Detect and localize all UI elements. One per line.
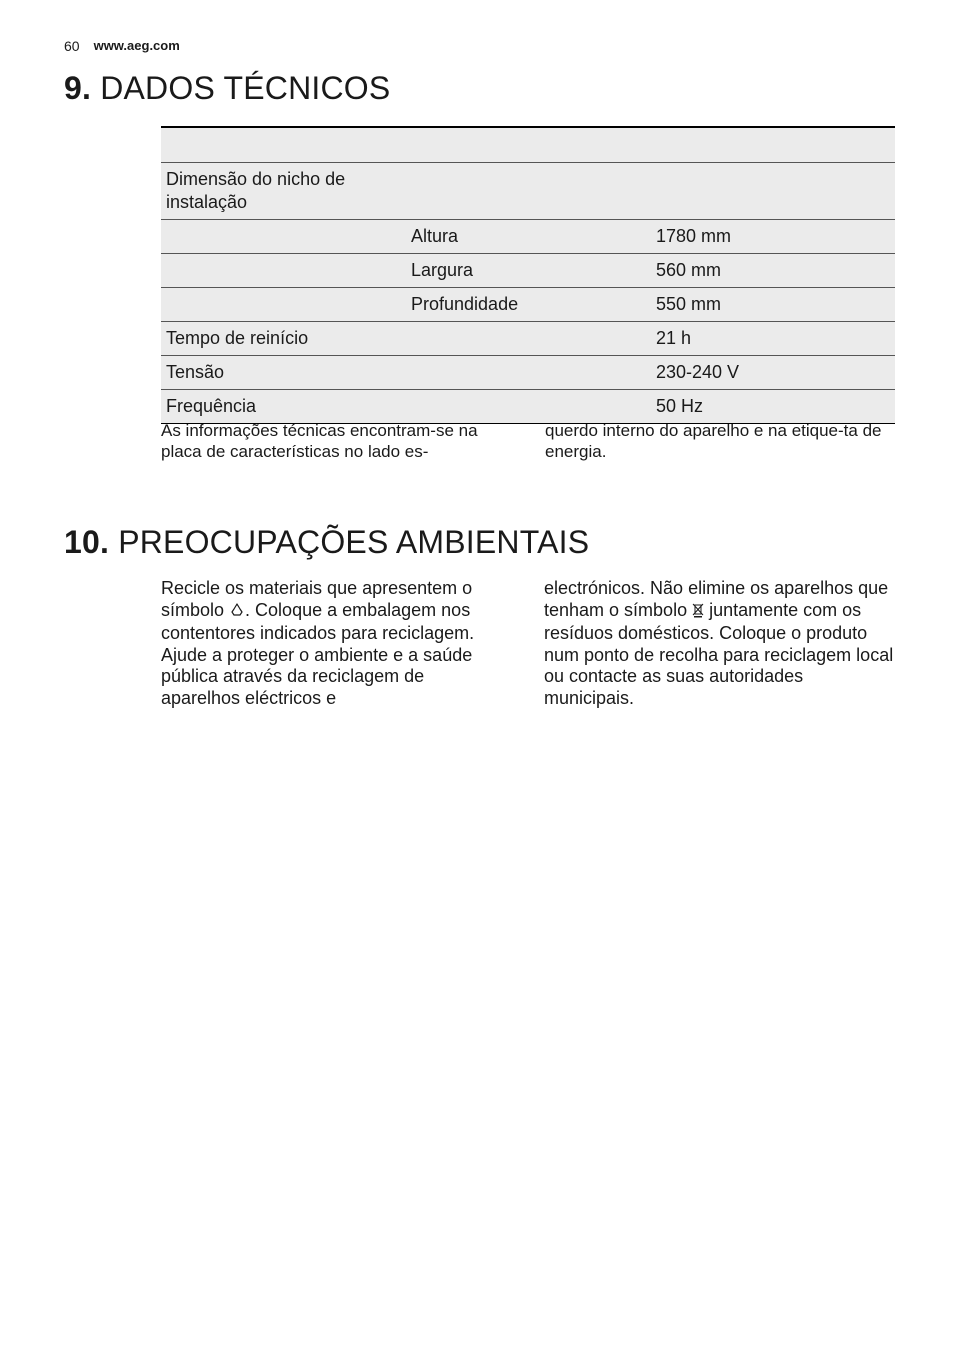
technical-data-table [161, 126, 895, 424]
table-row [161, 254, 895, 288]
table-row [161, 390, 895, 424]
section-10-heading: PREOCUPAÇÕES AMBIENTAIS [118, 524, 590, 560]
table-cell: Tensão [166, 362, 225, 382]
section-9-number: 9. [64, 70, 92, 106]
table-header-row [161, 128, 895, 163]
table-cell: 50 Hz [656, 396, 704, 416]
page-number: 60 [64, 38, 80, 54]
table-cell: Dimensão do nicho de instalação [166, 169, 346, 212]
note-right-text: querdo interno do aparelho e na etique-ta de energia. [545, 421, 882, 461]
website-url: www.aeg.com [93, 38, 180, 53]
env-p1-text-a: Recicle os materiais que apresentem o símbolo [161, 578, 473, 620]
section-9-title [64, 70, 390, 106]
table-row [161, 288, 895, 322]
table-cell: 1780 mm [656, 226, 732, 246]
table-cell: Frequência [166, 396, 257, 416]
crossed-out-bin-icon [692, 602, 704, 624]
table-cell: 560 mm [656, 260, 722, 280]
table-row [161, 322, 895, 356]
table-cell [161, 254, 406, 287]
table-row [161, 220, 895, 254]
table-cell: Largura [411, 260, 474, 280]
table-cell [406, 356, 651, 389]
section-9-heading: DADOS TÉCNICOS [100, 70, 391, 106]
table-row [161, 356, 895, 390]
env-paragraph-2: Ajude a proteger o ambiente e a saúde pública através da reciclagem de aparelhos eléctricos e [161, 644, 473, 708]
table-cell: Tempo de reinício [166, 328, 309, 348]
table-cell: Profundidade [411, 294, 519, 314]
table-cell: 550 mm [656, 294, 722, 314]
table-cell [161, 220, 406, 253]
table-cell: 21 h [656, 328, 692, 348]
env-p1-text-b: . Coloque a embalagem nos contentores indicados para reciclagem. [161, 599, 475, 643]
env-p3-text-b: juntamente com os resíduos domésticos. Coloque o produto num ponto de recolha para reciclagem local ou contacte as suas autoridades municipais. [544, 599, 894, 708]
table-cell [651, 163, 895, 219]
environment-text [161, 578, 895, 709]
section-10-number: 10. [64, 524, 110, 560]
recycle-icon [229, 602, 245, 624]
note-left-text: As informações técnicas encontram-se na placa de características no lado es- [161, 421, 478, 461]
env-p3-text-a: electrónicos. Não elimine os aparelhos que tenham o símbolo [544, 578, 889, 620]
table-cell: 230-240 V [656, 362, 740, 382]
technical-note [161, 420, 895, 462]
table-cell [406, 390, 651, 423]
table-cell [406, 322, 651, 355]
env-paragraph-1 [161, 578, 491, 645]
page-header [64, 38, 180, 54]
table-row [161, 163, 895, 220]
table-cell: Altura [411, 226, 459, 246]
table-cell [406, 163, 651, 219]
table-cell [161, 288, 406, 321]
section-10-title [64, 524, 589, 560]
env-paragraph-3 [544, 578, 895, 709]
